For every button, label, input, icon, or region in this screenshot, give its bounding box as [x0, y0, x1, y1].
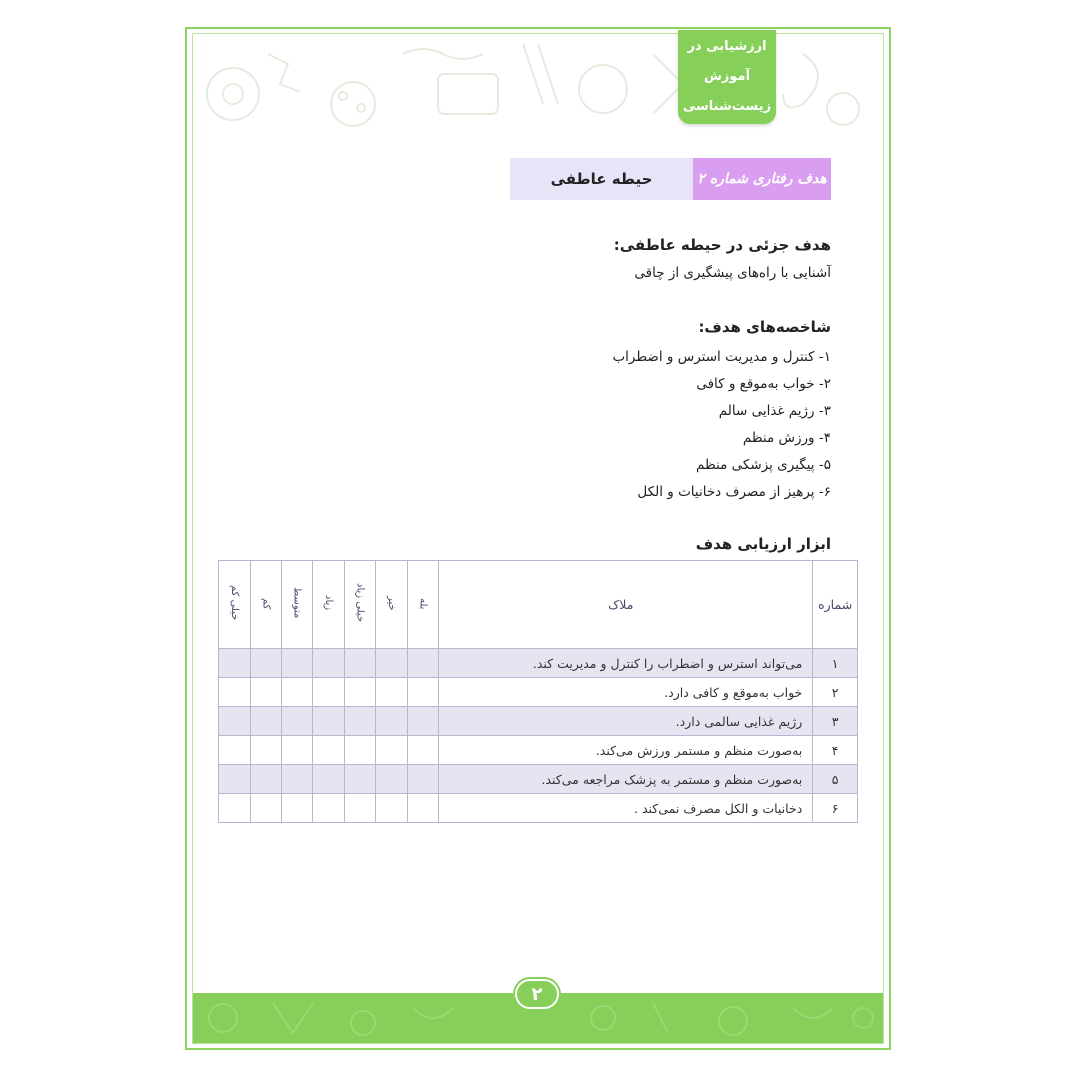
header-title-tab — [678, 30, 776, 124]
col-header-rating: خیلی زیاد — [344, 561, 375, 649]
tool-heading: ابزار ارزیابی هدف — [695, 535, 831, 553]
rating-cell[interactable] — [250, 649, 281, 678]
rating-cell[interactable] — [376, 707, 407, 736]
page-number: ۲ — [515, 979, 559, 1009]
row-number: ۳ — [813, 707, 858, 736]
rating-cell[interactable] — [313, 794, 344, 823]
row-criterion: دخانیات و الکل مصرف نمی‌کند . — [439, 794, 813, 823]
partial-goal-text: آشنایی با راه‌های پیشگیری از چاقی — [634, 265, 831, 281]
rating-cell[interactable] — [407, 649, 438, 678]
rating-cell[interactable] — [313, 678, 344, 707]
rating-cell[interactable] — [250, 794, 281, 823]
row-criterion: به‌صورت منظم و مستمر ورزش می‌کند. — [439, 736, 813, 765]
header-title-line1: ارزشیابی در آموزش — [687, 39, 767, 84]
rating-cell[interactable] — [282, 794, 313, 823]
assessment-table — [218, 560, 858, 823]
table-row — [219, 678, 858, 707]
row-criterion: خواب به‌موقع و کافی دارد. — [439, 678, 813, 707]
row-number: ۶ — [813, 794, 858, 823]
table-row — [219, 649, 858, 678]
rating-cell[interactable] — [250, 678, 281, 707]
rating-cell[interactable] — [250, 707, 281, 736]
rating-cell[interactable] — [313, 649, 344, 678]
col-header-rating: متوسط — [282, 561, 313, 649]
rating-cell[interactable] — [219, 736, 251, 765]
rating-cell[interactable] — [219, 707, 251, 736]
rating-cell[interactable] — [282, 678, 313, 707]
indicator-item: ۲- خواب به‌موقع و کافی — [696, 376, 831, 392]
rating-cell[interactable] — [344, 736, 375, 765]
rating-cell[interactable] — [250, 736, 281, 765]
rating-cell[interactable] — [344, 794, 375, 823]
row-number: ۴ — [813, 736, 858, 765]
indicators-list — [612, 344, 831, 506]
table-row — [219, 736, 858, 765]
row-criterion: می‌تواند استرس و اضطراب را کنترل و مدیریت کند. — [439, 649, 813, 678]
rating-cell[interactable] — [282, 765, 313, 794]
indicator-item: ۶- پرهیز از مصرف دخانیات و الکل — [637, 484, 831, 500]
rating-cell[interactable] — [344, 649, 375, 678]
col-header-rating: بله — [407, 561, 438, 649]
rating-cell[interactable] — [313, 707, 344, 736]
row-criterion: به‌صورت منظم و مستمر به پزشک مراجعه می‌کند. — [439, 765, 813, 794]
rating-cell[interactable] — [282, 707, 313, 736]
rating-cell[interactable] — [376, 765, 407, 794]
indicator-item: ۱- کنترل و مدیریت استرس و اضطراب — [612, 349, 831, 365]
indicator-item: ۳- رژیم غذایی سالم — [718, 403, 831, 419]
objective-label: هدف رفتاری شماره ۲ — [693, 158, 831, 200]
rating-cell[interactable] — [282, 649, 313, 678]
indicator-item: ۵- پیگیری پزشکی منظم — [696, 457, 831, 473]
rating-cell[interactable] — [219, 649, 251, 678]
rating-cell[interactable] — [313, 765, 344, 794]
rating-cell[interactable] — [407, 707, 438, 736]
rating-cell[interactable] — [407, 794, 438, 823]
table-row — [219, 707, 858, 736]
rating-cell[interactable] — [344, 707, 375, 736]
rating-cell[interactable] — [219, 794, 251, 823]
row-number: ۱ — [813, 649, 858, 678]
rating-cell[interactable] — [219, 765, 251, 794]
col-header-criterion: ملاک — [439, 561, 813, 649]
rating-cell[interactable] — [376, 649, 407, 678]
rating-cell[interactable] — [313, 736, 344, 765]
rating-cell[interactable] — [376, 794, 407, 823]
rating-cell[interactable] — [344, 678, 375, 707]
row-criterion: رژیم غذایی سالمی دارد. — [439, 707, 813, 736]
col-header-rating: کم — [250, 561, 281, 649]
indicator-item: ۴- ورزش منظم — [742, 430, 831, 446]
col-header-rating: خیر — [376, 561, 407, 649]
rating-cell[interactable] — [219, 678, 251, 707]
partial-goal-heading: هدف جزئی در حیطه عاطفی: — [613, 236, 831, 254]
rating-cell[interactable] — [376, 678, 407, 707]
col-header-number: شماره — [813, 561, 858, 649]
rating-cell[interactable] — [250, 765, 281, 794]
table-row — [219, 794, 858, 823]
indicators-heading: شاخصه‌های هدف: — [698, 318, 831, 336]
rating-cell[interactable] — [282, 736, 313, 765]
table-header-row — [219, 561, 858, 649]
rating-cell[interactable] — [344, 765, 375, 794]
rating-cell[interactable] — [376, 736, 407, 765]
row-number: ۵ — [813, 765, 858, 794]
header-decoration — [193, 34, 883, 130]
col-header-rating: خیلی کم — [219, 561, 251, 649]
objective-bar — [510, 158, 831, 200]
header-title-line2: زیست‌شناسی — [682, 99, 772, 114]
rating-cell[interactable] — [407, 678, 438, 707]
row-number: ۲ — [813, 678, 858, 707]
rating-cell[interactable] — [407, 765, 438, 794]
rating-cell[interactable] — [407, 736, 438, 765]
objective-value: حیطه عاطفی — [510, 158, 693, 200]
table-row — [219, 765, 858, 794]
col-header-rating: زیاد — [313, 561, 344, 649]
